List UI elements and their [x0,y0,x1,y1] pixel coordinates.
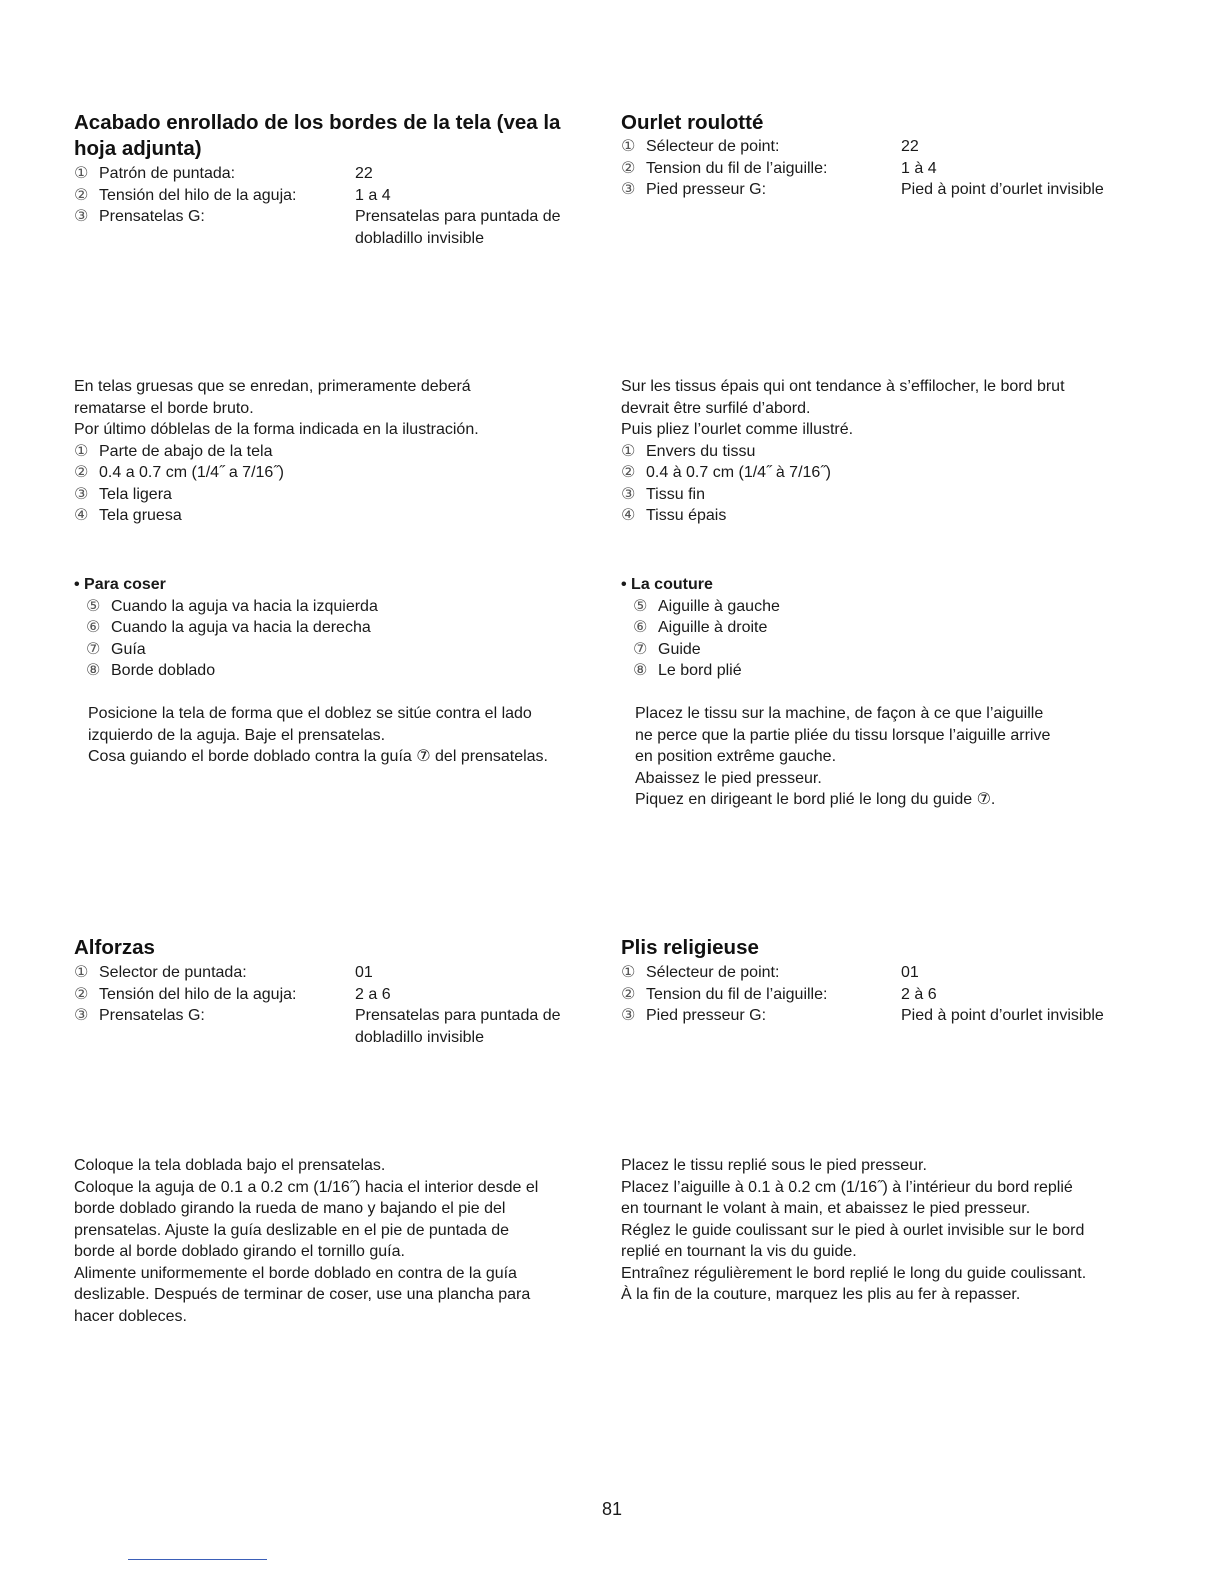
setting-value-line2: dobladillo invisible [355,229,484,247]
page-number: 81 [601,1499,623,1519]
list-item [621,484,1161,506]
list-item-text: Aiguille à droite [658,619,768,636]
circled-number: ③ [74,485,89,503]
setting-row [621,984,1161,1006]
paragraph-line: Coloque la aguja de 0.1 a 0.2 cm (1/16˝) hacia el interior desde el [74,1178,539,1196]
setting-row [621,1005,1161,1027]
paragraph-line: deslizable. Después de terminar de coser, use una plancha para [74,1286,531,1303]
fr-section2-title: Plis religieuse [621,936,759,959]
paragraph-line: Cosa guiando el borde doblado contra la guía ⑦ del prensatelas. [88,748,548,765]
circled-number: ② [621,985,636,1003]
circled-number: ③ [621,1007,636,1024]
list-item-text: Tissu épais [646,507,727,524]
paragraph-line: ne perce que la partie pliée du tissu lorsque l’aiguille arrive [635,726,1051,744]
circled-number: ② [74,985,89,1003]
setting-label: Prensatelas G: [99,208,205,225]
paragraph-line: replié en tournant la vis du guide. [621,1243,857,1260]
list-item [633,596,1161,618]
circled-number: ③ [621,181,636,198]
setting-value: 22 [901,138,919,155]
setting-label: Patrón de puntada: [99,165,236,182]
setting-row [74,163,604,185]
setting-label: Selector de puntada: [99,964,247,981]
setting-value-line2: dobladillo invisible [355,1028,484,1046]
paragraph-line: Placez l’aiguille à 0.1 à 0.2 cm (1/16˝) à l’intérieur du bord replié [621,1178,1073,1196]
sewing-subtitle: • La couture [621,576,713,593]
setting-row [74,962,604,984]
list-item [621,462,1161,484]
paragraph-line: Piquez en dirigeant le bord plié le long du guide ⑦. [635,791,996,808]
list-item [633,639,1161,661]
setting-label: Prensatelas G: [99,1007,205,1024]
setting-value: Pied à point d’ourlet invisible [901,1007,1104,1024]
circled-number: ① [74,964,89,981]
setting-label: Pied presseur G: [646,1007,767,1024]
list-item [74,484,604,506]
setting-value: 1 a 4 [355,186,391,204]
circled-number: ⑤ [86,597,101,615]
es-section1-title [74,110,604,162]
list-item [86,617,604,639]
setting-row-continued [74,228,604,250]
setting-row [74,206,604,228]
intro-line: Por último dóblelas de la forma indicada en la ilustración. [74,421,479,438]
setting-row [621,158,1161,180]
list-item [74,441,604,463]
list-item-text: Borde doblado [111,662,216,679]
fr-section1-title: Ourlet roulotté [621,111,764,134]
setting-value: 2 a 6 [355,985,391,1003]
paragraph-line: Réglez le guide coulissant sur le pied à ourlet invisible sur le bord [621,1221,1085,1239]
es-intro [74,376,604,527]
setting-value: 22 [355,165,373,182]
setting-value: 01 [901,964,919,981]
setting-value: Prensatelas para puntada de [355,208,561,225]
setting-row-continued [74,1027,604,1049]
paragraph-line: borde doblado girando la rueda de mano y bajando el pie del [74,1200,506,1217]
paragraph-line: À la fin de la couture, marquez les plis au fer à repasser. [621,1286,1021,1303]
setting-label: Sélecteur de point: [646,138,780,155]
circled-number: ⑥ [86,619,101,636]
circled-number: ② [74,464,89,481]
list-item-text: Tela gruesa [99,507,182,524]
setting-row [621,136,1161,158]
list-item [621,505,1161,527]
paragraph-line: Posicione la tela de forma que el doblez se sitúe contra el lado [88,705,532,722]
circled-number: ③ [621,485,636,503]
sewing-subtitle: • Para coser [74,576,166,593]
circled-number: ① [621,442,636,460]
circled-number: ② [621,464,636,481]
setting-value: Pied à point d’ourlet invisible [901,181,1104,198]
intro-line: Sur les tissus épais qui ont tendance à s’effilocher, le bord brut [621,378,1065,395]
bottom-rule [128,1559,267,1560]
es-section1-settings [74,163,604,249]
setting-value: 01 [355,964,373,981]
list-item [74,505,604,527]
circled-number: ② [74,186,89,204]
list-item [74,462,604,484]
es-section2-paragraph [74,1155,604,1327]
setting-label: Tensión del hilo de la aguja: [99,186,297,204]
fr-section2-paragraph [621,1155,1161,1306]
list-item [633,617,1161,639]
circled-number: ⑧ [86,662,101,679]
circled-number: ④ [621,507,636,524]
paragraph-line: Entraînez régulièrement le bord replié le long du guide coulissant. [621,1264,1087,1282]
list-item-text: Envers du tissu [646,442,756,460]
circled-number: ⑧ [633,662,648,679]
fr-intro [621,376,1161,527]
fr-section2-settings [621,962,1161,1027]
setting-label: Sélecteur de point: [646,964,780,981]
circled-number: ① [74,165,89,182]
fr-section1-settings [621,136,1161,201]
circled-number: ③ [74,1007,89,1024]
list-item-text: Guide [658,640,701,658]
setting-value: 2 à 6 [901,985,937,1003]
paragraph-line: Abaissez le pied presseur. [635,769,822,787]
paragraph-line: en tournant le volant à main, et abaissez le pied presseur. [621,1200,1031,1217]
paragraph-line: borde al borde doblado girando el tornillo guía. [74,1243,405,1260]
setting-row [74,984,604,1006]
list-item [86,660,604,682]
setting-row [621,179,1161,201]
list-item-text: Cuando la aguja va hacia la derecha [111,619,371,636]
paragraph-line: en position extrême gauche. [635,748,837,765]
list-item [621,441,1161,463]
circled-number: ⑤ [633,597,648,615]
circled-number: ⑥ [633,619,648,636]
setting-row [621,962,1161,984]
paragraph-line: izquierdo de la aguja. Baje el prensatelas. [88,726,386,744]
intro-line: En telas gruesas que se enredan, primeramente deberá [74,378,471,395]
setting-label: Tension du fil de l’aiguille: [646,159,828,177]
circled-number: ① [74,442,89,460]
paragraph-line: Alimente uniformemente el borde doblado en contra de la guía [74,1264,517,1282]
circled-number: ⑦ [86,640,101,658]
list-item-text: Guía [111,640,146,658]
setting-label: Tension du fil de l’aiguille: [646,985,828,1003]
es-sewing-paragraph [88,703,618,768]
setting-label: Pied presseur G: [646,181,767,198]
list-item-text: Tela ligera [99,485,172,503]
circled-number: ③ [74,208,89,225]
fr-sewing [621,574,1161,682]
paragraph-line: prensatelas. Ajuste la guía deslizable en el pie de puntada de [74,1221,509,1239]
list-item-text: Cuando la aguja va hacia la izquierda [111,597,378,615]
setting-label: Tensión del hilo de la aguja: [99,985,297,1003]
paragraph-line: Coloque la tela doblada bajo el prensatelas. [74,1157,386,1174]
circled-number: ① [621,138,636,155]
circled-number: ④ [74,507,89,524]
paragraph-line: Placez le tissu sur la machine, de façon à ce que l’aiguille [635,705,1044,722]
paragraph-line: Placez le tissu replié sous le pied presseur. [621,1157,927,1174]
paragraph-line: hacer dobleces. [74,1307,187,1325]
es-sewing [74,574,604,682]
setting-value: Prensatelas para puntada de [355,1007,561,1024]
list-item [633,660,1161,682]
list-item [86,596,604,618]
es-section1-title-line2: hoja adjunta) [74,137,202,160]
es-section2-settings [74,962,604,1048]
circled-number: ⑦ [633,640,648,658]
list-item-text: 0.4 à 0.7 cm (1/4˝ à 7/16˝) [646,464,831,481]
es-section1-title-line1: Acabado enrollado de los bordes de la tela (vea la [74,111,561,134]
setting-value: 1 à 4 [901,159,937,177]
list-item-text: Parte de abajo de la tela [99,442,273,460]
circled-number: ② [621,159,636,177]
intro-line: devrait être surfilé d’abord. [621,399,811,417]
setting-row [74,185,604,207]
list-item [86,639,604,661]
setting-row [74,1005,604,1027]
es-section2-title: Alforzas [74,936,155,959]
intro-line: Puis pliez l’ourlet comme illustré. [621,421,854,438]
fr-sewing-paragraph [635,703,1175,811]
intro-line: rematarse el borde bruto. [74,399,254,417]
list-item-text: Aiguille à gauche [658,597,780,615]
list-item-text: Le bord plié [658,662,742,679]
list-item-text: Tissu fin [646,485,705,503]
circled-number: ① [621,964,636,981]
list-item-text: 0.4 a 0.7 cm (1/4˝ a 7/16˝) [99,464,284,481]
